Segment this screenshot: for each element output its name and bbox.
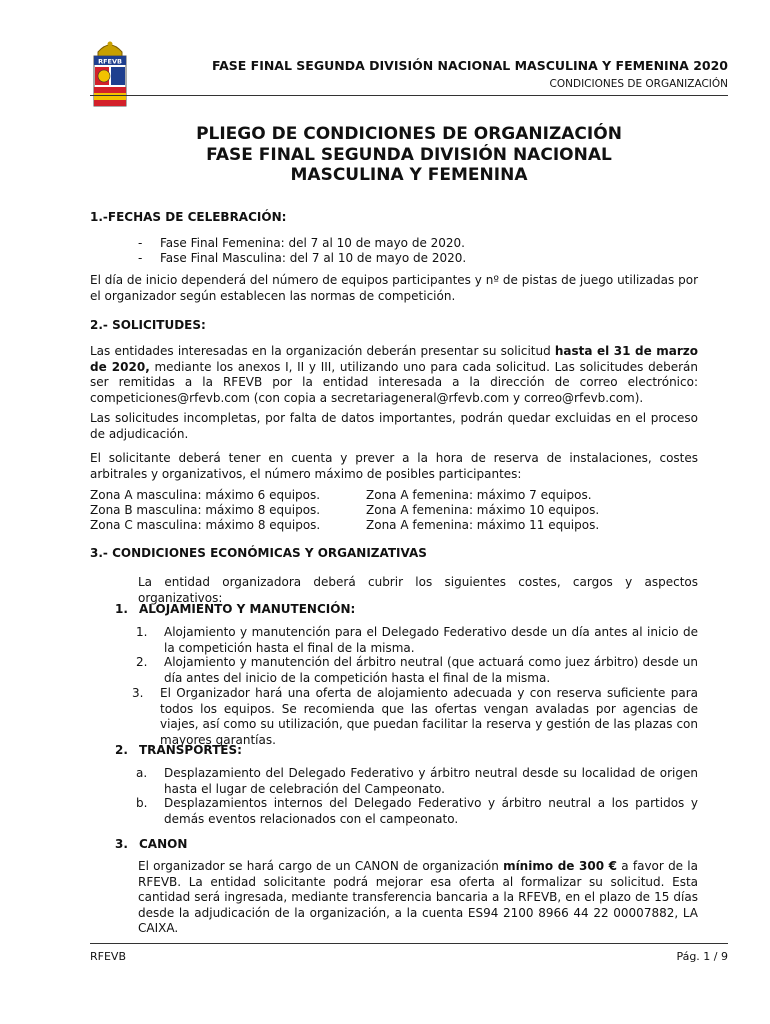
zone-left-1: Zona A masculina: máximo 6 equipos.: [90, 488, 321, 502]
zone-right-3: Zona A femenina: máximo 11 equipos.: [366, 518, 600, 532]
svg-text:RFEVB: RFEVB: [98, 57, 122, 66]
footer-divider: [90, 943, 728, 944]
subsection-3-heading: 3. CANON: [115, 837, 188, 851]
subsection-2-heading: 2. TRANSPORTES:: [115, 743, 242, 757]
list-item: 1. Alojamiento y manutención para el Delegado Federativo desde un día antes al inicio de la competición hasta el final de la misma.: [136, 625, 698, 655]
list-item: a. Desplazamiento del Delegado Federativo y árbitro neutral desde su localidad de origen hasta el lugar de celebración del Campeonato.: [136, 766, 698, 796]
header-divider: [90, 95, 728, 96]
zone-left-2: Zona B masculina: máximo 8 equipos.: [90, 503, 321, 517]
footer-left: RFEVB: [90, 950, 126, 963]
zone-left-3: Zona C masculina: máximo 8 equipos.: [90, 518, 321, 532]
section-2-paragraph-1: Las entidades interesadas en la organización deberán presentar su solicitud hasta el 31 de marzo de 2020, mediante los anexos I, II y III, utilizando uno para cada solicitud. Las solicitudes deberán ser remitidas a la RFEVB por la entidad interesada a la dirección de correo electrónico: competiciones@rfevb.com (con copia a secretariageneral@rfevb.com y correo@rfevb.com).: [90, 344, 698, 405]
list-item: 3. El Organizador hará una oferta de alojamiento adecuada y con reserva suficiente para todos los equipos. Se recomienda que las ofertas vengan avaladas por agencias de viajes, así como su utilización, que puedan facilitar la reserva y gestión de las plazas con mayores garantías.: [132, 686, 698, 747]
section-2-heading: 2.- SOLICITUDES:: [90, 318, 206, 332]
section-3-intro: La entidad organizadora deberá cubrir los siguientes costes, cargos y aspectos organizativos:: [138, 575, 698, 605]
section-3-heading: 3.- CONDICIONES ECONÓMICAS Y ORGANIZATIVAS: [90, 546, 427, 560]
list-item: b. Desplazamientos internos del Delegado Federativo y árbitro neutral a los partidos y demás eventos relacionados con el campeonato.: [136, 796, 698, 826]
document-title-line: FASE FINAL SEGUNDA DIVISIÓN NACIONAL: [206, 144, 612, 165]
zone-right-2: Zona A femenina: máximo 10 equipos.: [366, 503, 600, 517]
list-item: 2. Alojamiento y manutención del árbitro neutral (que actuará como juez árbitro) desde un día antes del inicio de la competición hasta el final de la misma.: [136, 655, 698, 685]
rfevb-logo: [88, 40, 132, 112]
subsection-1-heading: 1. ALOJAMIENTO Y MANUTENCIÓN:: [115, 602, 356, 616]
document-title-line: MASCULINA Y FEMENINA: [290, 165, 528, 185]
section-2-paragraph-3: El solicitante deberá tener en cuenta y prever a la hora de reserva de instalaciones, costes arbitrales y organizativos, el número máximo de posibles participantes:: [90, 451, 698, 481]
document-title-line: PLIEGO DE CONDICIONES DE ORGANIZACIÓN: [196, 124, 622, 144]
header-title: FASE FINAL SEGUNDA DIVISIÓN NACIONAL MASCULINA Y FEMENINA 2020: [211, 58, 728, 73]
header-subtitle: CONDICIONES DE ORGANIZACIÓN: [549, 78, 728, 90]
page-number: Pág. 1 / 9: [676, 950, 728, 963]
zone-right-1: Zona A femenina: máximo 7 equipos.: [366, 488, 592, 502]
document-title: [90, 124, 728, 186]
section-1-paragraph: El día de inicio dependerá del número de equipos participantes y nº de pistas de juego utilizadas por el organizador según establecen las normas de competición.: [90, 273, 698, 303]
section-1-heading: 1.-FECHAS DE CELEBRACIÓN:: [90, 210, 287, 224]
section-2-paragraph-2: Las solicitudes incompletas, por falta de datos importantes, podrán quedar excluidas en el proceso de adjudicación.: [90, 411, 698, 441]
canon-paragraph: El organizador se hará cargo de un CANON de organización mínimo de 300 € a favor de la RFEVB. La entidad solicitante podrá mejorar esa oferta al formalizar su solicitud. Esta cantidad será ingresada, mediante transferencia bancaria a la RFEVB, en el plazo de 15 días desde la adjudicación de la organización, a la cuenta ES94 2100 8966 44 22 00007882, LA CAIXA.: [138, 859, 698, 935]
